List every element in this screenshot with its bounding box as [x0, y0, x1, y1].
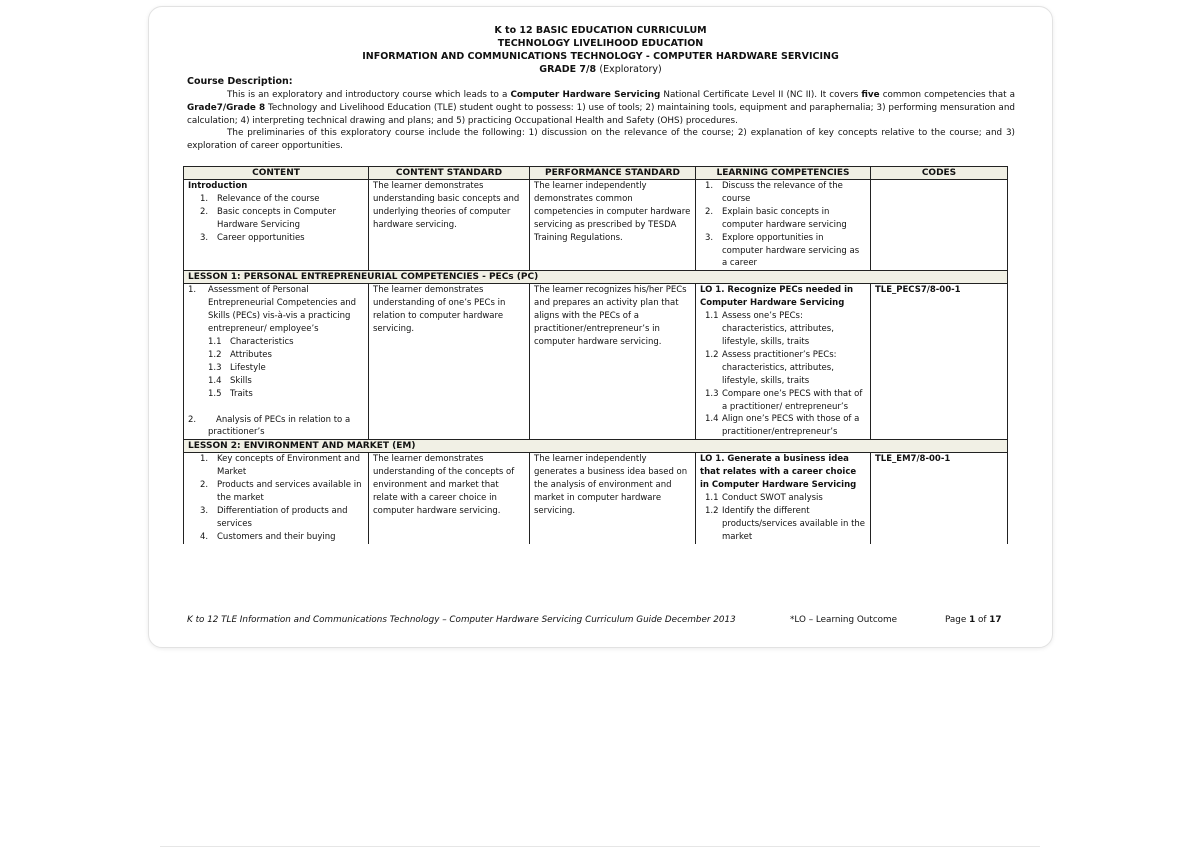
list-item-text: Relevance of the course	[217, 193, 320, 204]
sub-number: 1.4	[705, 414, 719, 425]
lesson-1-content-cell	[184, 284, 369, 440]
intro-title: Introduction	[188, 181, 248, 191]
list-item-text: Skills	[230, 375, 252, 386]
sub-number: 1.2	[705, 505, 719, 516]
list-item-text: Analysis of PECs in relation to a practitioner’s	[208, 414, 351, 438]
list-item-text: Differentiation of products and services	[217, 505, 348, 529]
list-item	[700, 413, 866, 439]
lesson-2-lo-title: LO 1. Generate a business idea that relates with a career choice in Computer Hardware Servicing	[700, 454, 857, 491]
table-row-lesson-2	[184, 453, 1008, 544]
desc-text: This is an exploratory and introductory course which leads to a	[227, 90, 511, 100]
list-item	[700, 349, 866, 388]
list-item-text: Conduct SWOT analysis	[722, 493, 823, 504]
lesson-2-standard-cell: The learner demonstrates understanding of the concepts of environment and market that relate with a career choice in computer hardware servicing.	[369, 453, 530, 544]
list-item	[700, 505, 866, 544]
list-item	[700, 310, 866, 349]
page-current: 1	[969, 615, 976, 625]
list-item: 2. Basic concepts in Computer Hardware Servicing	[200, 206, 336, 230]
list-item-text: Assess one’s PECs: characteristics, attributes, lifestyle, skills, traits	[722, 311, 834, 347]
lesson-1-content-list	[188, 284, 364, 439]
lesson-1-standard-cell: The learner demonstrates understanding of one’s PECs in relation to computer hardware servicing.	[369, 284, 530, 440]
desc-bold: five	[861, 90, 880, 100]
footer-guide-title: K to 12 TLE Information and Communications Technology – Computer Hardware Servicing Curriculum Guide December 2013	[187, 615, 736, 625]
header-grade	[149, 63, 1052, 76]
desc-bold: Computer Hardware Servicing	[510, 90, 661, 100]
col-header-learning-competencies: LEARNING COMPETENCIES	[696, 167, 871, 180]
lesson-1-performance-cell: The learner recognizes his/her PECs and prepares an activity plan that aligns with the PECs of a practitioner/entrepreneur’s in computer hardware servicing.	[530, 284, 696, 440]
header-line-2: TECHNOLOGY LIVELIHOOD EDUCATION	[497, 38, 704, 49]
intro-competencies-cell	[696, 180, 871, 271]
list-item-text: Align one’s PECS with those of a practitioner/entrepreneur’s	[722, 414, 860, 438]
list-item: 2. Explain basic concepts in computer hardware servicing	[705, 206, 847, 230]
list-item: 3. Differentiation of products and services	[200, 505, 348, 529]
table-row-lesson-1	[184, 284, 1008, 440]
list-item	[700, 492, 866, 505]
list-item: 1. Key concepts of Environment and Market	[200, 454, 360, 478]
intro-standard-cell: The learner demonstrates understanding basic concepts and underlying theories of computer hardware servicing.	[369, 180, 530, 271]
document-page	[148, 6, 1053, 648]
intro-content-cell	[184, 180, 369, 271]
lesson-2-competency-list	[700, 492, 866, 544]
col-header-codes: CODES	[871, 167, 1008, 180]
col-header-content: CONTENT	[184, 167, 369, 180]
list-item-text: Lifestyle	[230, 362, 266, 373]
intro-code-cell	[871, 180, 1008, 271]
grade-note: (Exploratory)	[599, 64, 662, 75]
intro-performance-cell: The learner independently demonstrates common competencies in computer hardware servicing as prescribed by TESDA Training Regulations.	[530, 180, 696, 271]
page-number	[945, 615, 1002, 625]
intro-content-list	[188, 193, 364, 245]
list-item	[700, 388, 866, 414]
header-line-3: INFORMATION AND COMMUNICATIONS TECHNOLOGY - COMPUTER HARDWARE SERVICING	[362, 51, 839, 62]
list-item-text: Assess practitioner’s PECs: characteristics, attributes, lifestyle, skills, traits	[722, 349, 837, 386]
col-header-performance-standard: PERFORMANCE STANDARD	[530, 167, 696, 180]
sub-number: 1.3	[705, 388, 719, 399]
lesson-2-code-cell: TLE_EM7/8-00-1	[871, 453, 1008, 544]
list-item	[208, 349, 364, 362]
page-total: 17	[989, 615, 1002, 625]
list-item	[208, 336, 364, 349]
course-description-title: Course Description:	[187, 76, 293, 87]
lesson-2-performance-cell: The learner independently generates a business idea based on the analysis of environment and market in computer hardware servicing.	[530, 453, 696, 544]
list-item-text: Attributes	[230, 349, 272, 360]
list-item-text: Traits	[230, 388, 253, 399]
lesson-2-competencies-cell	[696, 453, 871, 544]
lesson-2-heading-row	[184, 440, 1008, 453]
list-item: 2. Products and services available in the market	[200, 480, 362, 504]
list-item-text: Products and services available in the market	[217, 480, 362, 504]
lesson-2-title: LESSON 2: ENVIRONMENT AND MARKET (EM)	[184, 440, 1008, 453]
desc-text: common competencies that a	[879, 90, 1015, 100]
list-item	[208, 375, 364, 388]
curriculum-table	[183, 166, 1008, 544]
curriculum-header	[149, 24, 1052, 76]
lesson-2-content-list	[188, 453, 364, 543]
footer-lo-note: *LO – Learning Outcome	[790, 615, 898, 625]
list-item: 3. Explore opportunities in computer hardware servicing as a career	[705, 232, 860, 269]
lesson-2-content-cell	[184, 453, 369, 544]
list-item-text: Compare one’s PECS with that of a practitioner/ entrepreneur’s	[722, 388, 863, 412]
list-item: 4. Customers and their buying	[200, 531, 336, 542]
list-item: 2. Analysis of PECs in relation to a practitioner’s	[188, 414, 351, 438]
grade-label: GRADE 7/8	[539, 64, 597, 75]
lesson-1-competency-list	[700, 310, 866, 439]
list-item-text: Key concepts of Environment and Market	[217, 454, 360, 478]
sub-number: 1.1	[208, 336, 222, 347]
lesson-1-title: LESSON 1: PERSONAL ENTREPRENEURIAL COMPETENCIES - PECs (PC)	[184, 271, 1008, 284]
sub-number: 1.2	[705, 349, 719, 360]
list-item: 1. Relevance of the course	[200, 193, 320, 204]
sub-number: 1.5	[208, 388, 222, 399]
intro-competency-list	[700, 180, 866, 270]
lesson-1-competencies-cell	[696, 284, 871, 440]
list-item-text: Explain basic concepts in computer hardware servicing	[722, 206, 847, 230]
desc-text: National Certificate Level II (NC II). It covers	[660, 90, 862, 100]
list-item	[208, 388, 364, 401]
list-item-text: Explore opportunities in computer hardware servicing as a career	[722, 232, 860, 269]
table-row-introduction	[184, 180, 1008, 271]
course-description	[187, 89, 1015, 153]
description-paragraph-1	[187, 89, 1015, 127]
sub-number: 1.4	[208, 375, 222, 386]
sub-number: 1.1	[705, 311, 719, 322]
list-item-text: Assessment of Personal Entrepreneurial Competencies and Skills (PECs) vis-à-vis a practicing entrepreneur/ employee’s	[208, 285, 357, 335]
list-item-text: Career opportunities	[217, 232, 305, 243]
list-item-text: Basic concepts in Computer Hardware Servicing	[217, 206, 336, 230]
lesson-1-heading-row	[184, 271, 1008, 284]
next-page-edge	[160, 846, 1040, 867]
table-header-row	[184, 167, 1008, 180]
desc-bold: Grade7/Grade 8	[187, 102, 266, 113]
list-item-text: Characteristics	[230, 336, 294, 347]
pecs-sub-list	[208, 336, 364, 401]
list-item-text: Discuss the relevance of the course	[722, 181, 843, 204]
col-header-content-standard: CONTENT STANDARD	[369, 167, 530, 180]
page-of: of	[975, 615, 990, 625]
page-prefix: Page	[945, 615, 970, 625]
sub-number: 1.2	[208, 349, 222, 360]
list-item: 3. Career opportunities	[200, 232, 305, 243]
list-item-text: Identify the different products/services available in the market	[722, 505, 866, 542]
lesson-1-code-cell: TLE_PECS7/8-00-1	[871, 284, 1008, 440]
lesson-1-lo-title: LO 1. Recognize PECs needed in Computer Hardware Servicing	[700, 285, 854, 309]
sub-number: 1.3	[208, 362, 222, 373]
list-item	[208, 362, 364, 375]
description-paragraph-2: The preliminaries of this exploratory course include the following: 1) discussion on the relevance of the course; 2) explanation of key concepts relative to the course; and 3) exploration of career opportunities.	[187, 128, 1015, 152]
header-line-1: K to 12 BASIC EDUCATION CURRICULUM	[494, 25, 707, 36]
list-item: 1. Discuss the relevance of the course	[705, 181, 843, 204]
desc-text: Technology and Livelihood Education (TLE) student ought to possess: 1) use of tools; 2) maintaining tools, equipment and paraphernalia; 3) performing mensuration and calculation; 4) interpreting technical drawing and plans; and 5) practicing Occupational Health and Safety (OHS) procedures.	[187, 102, 1015, 126]
list-item-text: Customers and their buying	[217, 531, 336, 542]
list-item: 1. Assessment of Personal Entrepreneurial Competencies and Skills (PECs) vis-à-vis a practicing entrepreneur/ employee’s 1.1 Characteristics 1.2 Attributes 1.3 Lifestyle 1.4 Skills 1.5 Traits	[188, 284, 364, 400]
sub-number: 1.1	[705, 493, 719, 504]
